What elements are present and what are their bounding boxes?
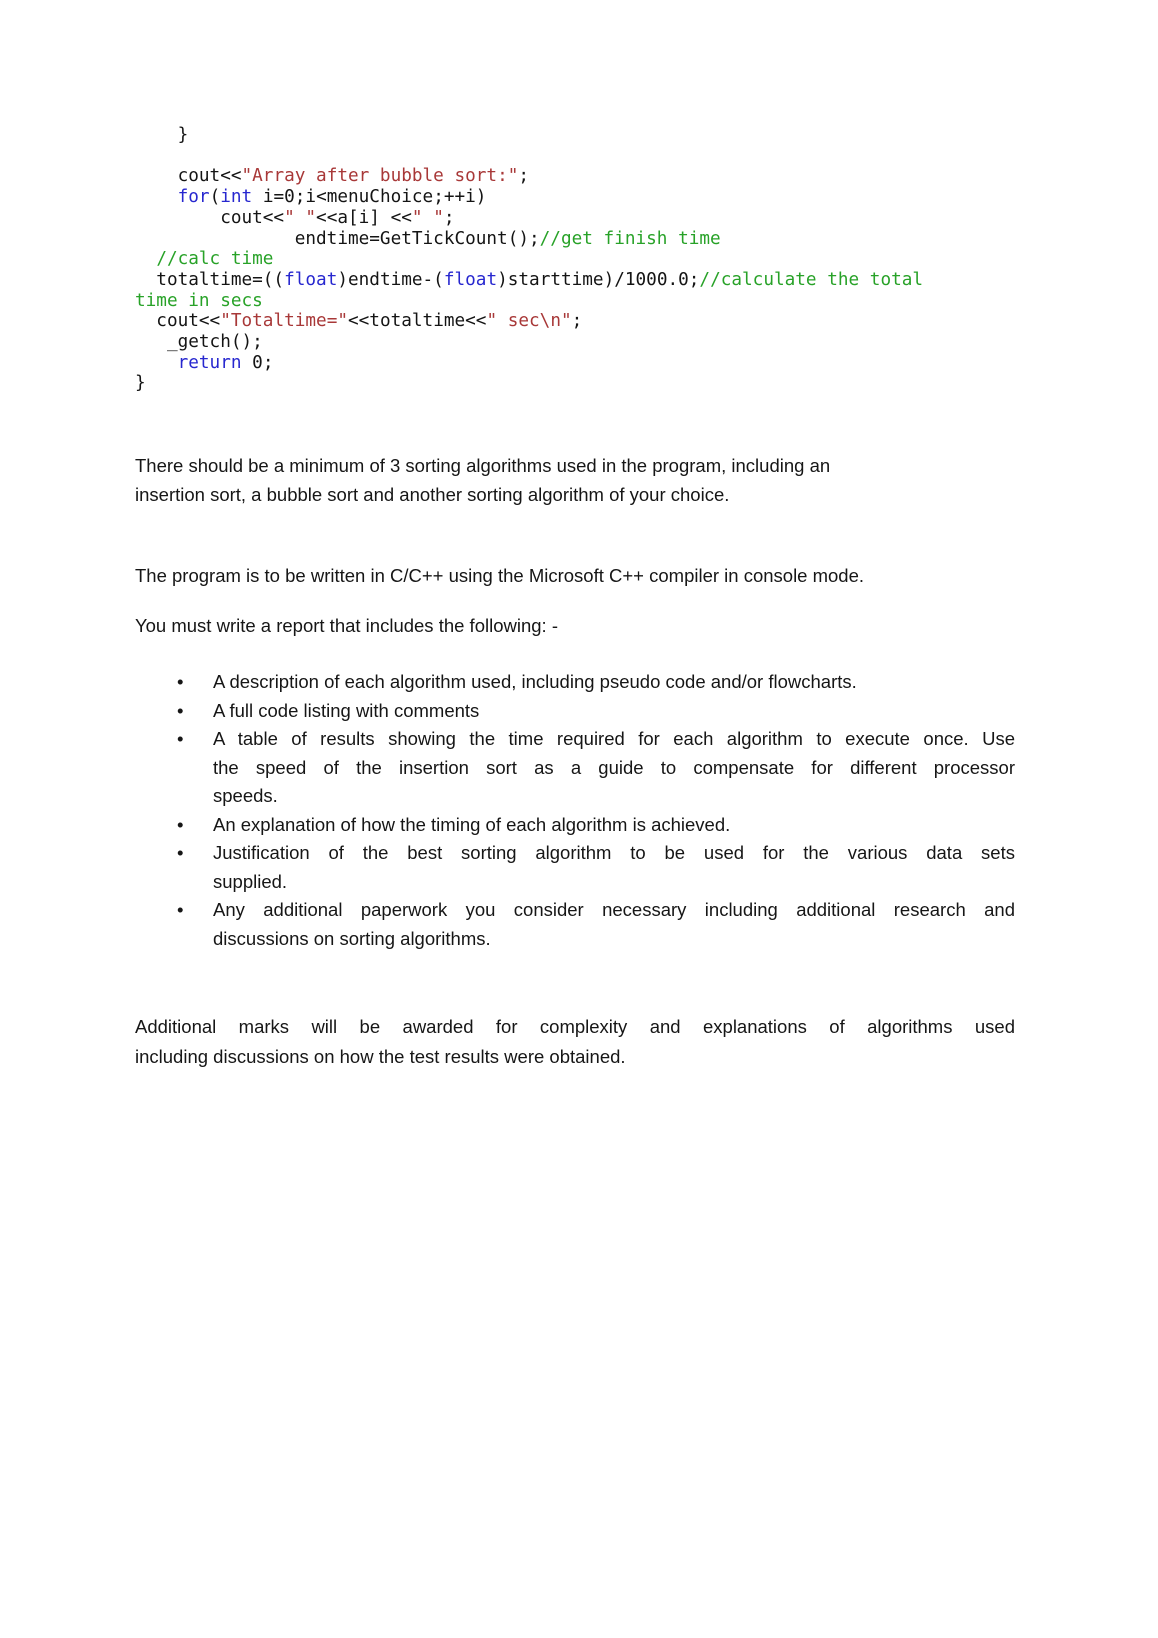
list-item — [135, 668, 1015, 697]
code-segment-comment: //calculate the total — [699, 269, 924, 290]
text-line: speeds. — [213, 785, 278, 806]
code-segment-plain: )endtime-( — [337, 269, 444, 290]
list-item — [135, 839, 1015, 896]
code-segment-plain: } — [135, 373, 146, 394]
code-segment-plain: ; — [571, 311, 583, 332]
code-segment-plain — [135, 249, 156, 269]
code-segment-keyword: return — [177, 352, 242, 373]
code-segment-plain: ; — [443, 207, 455, 228]
code-segment-plain: totaltime=(( — [135, 269, 285, 290]
text-line: including discussions on how the test results were obtained. — [135, 1046, 626, 1067]
paragraph-report — [135, 612, 1015, 641]
code-line — [135, 208, 923, 229]
code-line — [135, 353, 923, 374]
text-line: There should be a minimum of 3 sorting algorithms used in the program, including an — [135, 455, 831, 476]
code-segment-plain: } — [135, 125, 189, 145]
code-segment-comment: //calc time — [156, 249, 274, 270]
bullet-item-text — [213, 697, 1015, 726]
text-line: supplied. — [213, 870, 288, 892]
list-item — [135, 725, 1015, 811]
text-line: The program is to be written in C/C++ using the Microsoft C++ compiler in console mode. — [135, 565, 865, 586]
bullet-item-text — [213, 668, 1015, 697]
code-segment-plain: cout<< — [135, 311, 221, 332]
code-line — [135, 125, 923, 146]
code-line — [135, 146, 923, 167]
code-segment-plain — [135, 187, 178, 207]
paragraph-intro — [135, 452, 1015, 509]
paragraph-closing — [135, 1012, 1015, 1072]
code-segment-plain: <<totaltime<< — [348, 311, 487, 332]
text-line: discussions on sorting algorithms. — [213, 927, 491, 949]
list-item — [135, 811, 1015, 840]
code-segment-keyword: float — [284, 269, 338, 290]
text-line: the speed of the insertion sort as a guide to compensate for different processor — [213, 756, 1015, 778]
code-segment-plain: <<a[i] << — [316, 207, 412, 228]
code-segment-plain: _getch(); — [135, 332, 263, 353]
text-line: You must write a report that includes the following: - — [135, 615, 558, 636]
code-segment-string: " " — [284, 207, 317, 228]
code-segment-string: "Totaltime=" — [220, 311, 348, 332]
code-line — [135, 373, 923, 394]
text-line: An explanation of how the timing of each algorithm is achieved. — [213, 813, 731, 835]
code-line — [135, 249, 923, 270]
code-line — [135, 270, 923, 291]
code-segment-keyword: float — [443, 269, 498, 290]
paragraph-compiler — [135, 562, 1015, 591]
bullet-item-text — [213, 896, 1015, 953]
code-segment-plain: i=0;i<menuChoice;++i) — [252, 187, 487, 208]
code-segment-plain: )starttime)/1000.0; — [497, 269, 700, 290]
code-segment-plain — [135, 353, 178, 373]
code-segment-string: " " — [411, 207, 444, 228]
code-segment-comment: time in secs — [135, 290, 263, 311]
code-line — [135, 332, 923, 353]
list-item — [135, 697, 1015, 726]
bullet-icon: • — [177, 671, 184, 692]
text-line: Any additional paperwork you consider necessary including additional research and — [213, 899, 1015, 920]
text-line: A table of results showing the time required for each algorithm to execute once. Use — [213, 728, 1015, 749]
bullet-list — [135, 668, 1015, 953]
code-segment-plain: ( — [209, 187, 221, 208]
text-line: Additional marks will be awarded for complexity and explanations of algorithms used — [135, 1016, 1015, 1037]
text-line: Justification of the best sorting algorithm to be used for the various data sets — [213, 842, 1015, 863]
code-segment-plain: ; — [518, 166, 530, 187]
code-line — [135, 187, 923, 208]
code-segment-plain: cout<< — [135, 207, 285, 228]
code-line — [135, 311, 923, 332]
code-segment-keyword: int — [220, 187, 253, 208]
code-segment-comment: //get finish time — [539, 228, 721, 249]
list-item — [135, 896, 1015, 953]
text-line: A full code listing with comments — [213, 699, 480, 721]
bullet-icon: • — [177, 842, 184, 863]
bullet-item-text — [213, 839, 1015, 896]
bullet-icon: • — [177, 899, 184, 920]
code-segment-plain: cout<< — [135, 166, 242, 187]
code-line — [135, 166, 923, 187]
code-segment-keyword: for — [177, 187, 210, 208]
code-segment-plain: endtime=GetTickCount(); — [135, 228, 540, 249]
bullet-icon: • — [177, 813, 184, 835]
code-line — [135, 229, 923, 250]
bullet-icon: • — [177, 728, 184, 749]
bullet-item-text — [213, 725, 1015, 811]
code-segment-string: " sec\n" — [486, 311, 572, 332]
code-block — [135, 125, 923, 394]
code-segment-plain: 0; — [241, 352, 274, 373]
code-segment-string: "Array after bubble sort:" — [241, 166, 519, 187]
text-line: A description of each algorithm used, including pseudo code and/or flowcharts. — [213, 671, 857, 692]
code-line — [135, 291, 923, 312]
text-line: insertion sort, a bubble sort and another sorting algorithm of your choice. — [135, 483, 730, 505]
bullet-item-text — [213, 811, 1015, 840]
bullet-icon: • — [177, 699, 184, 721]
